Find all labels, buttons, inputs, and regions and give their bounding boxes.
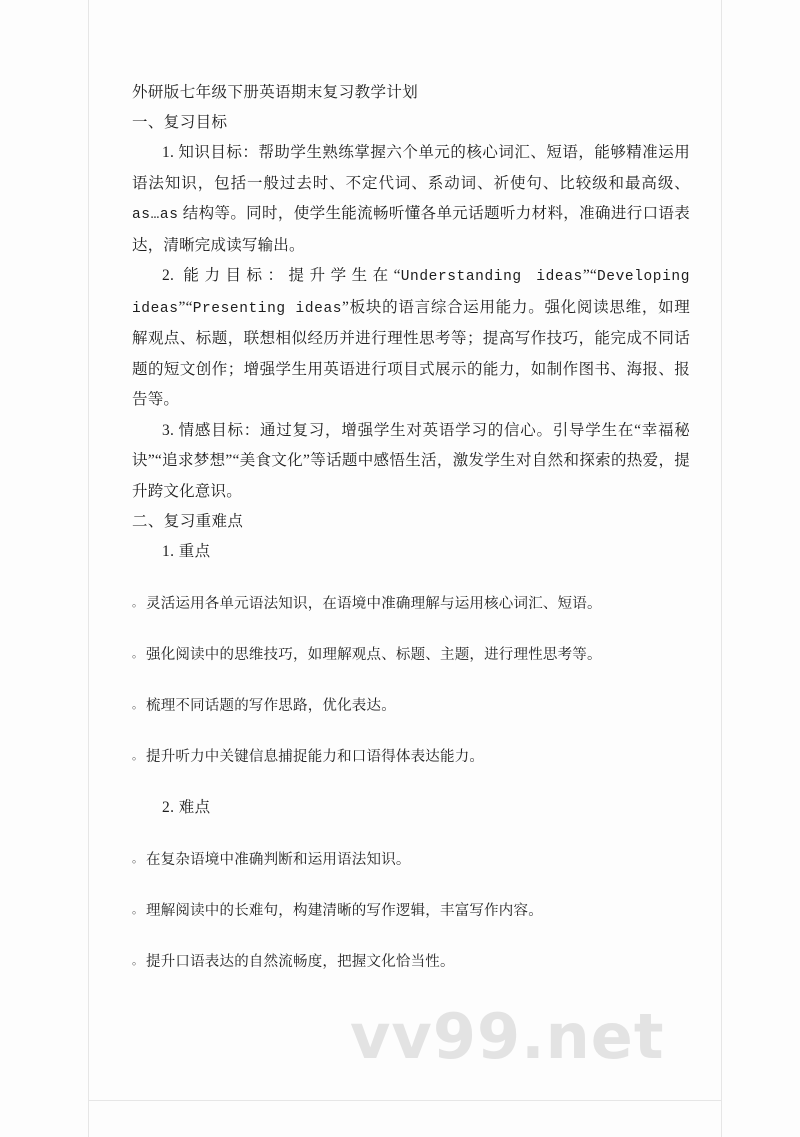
list-item-text: 提升口语表达的自然流畅度，把握文化恰当性。 <box>146 954 455 970</box>
list-item <box>132 640 690 669</box>
module-presenting-ideas: Presenting ideas <box>192 300 343 317</box>
list-item-text: 在复杂语境中准确判断和运用语法知识。 <box>146 852 411 868</box>
objective-ability-text-a: 提升学生在“ <box>288 267 401 284</box>
objective-emotion-text: 通过复习，增强学生对英语学习的信心。引导学生在“幸福秘诀”“追求梦想”“美食文化”等话题中感悟生活，激发学生对自然和探索的热爱，提升跨文化意识。 <box>132 421 690 500</box>
list-item <box>132 845 690 874</box>
objective-emotion-label: 3. 情感目标： <box>162 421 260 439</box>
page-border-right <box>721 0 722 1137</box>
bullet-icon: 。 <box>132 853 144 865</box>
list-item-text: 提升听力中关键信息捕捉能力和口语得体表达能力。 <box>146 749 485 765</box>
objective-knowledge-structure: as…as <box>132 207 179 223</box>
bullet-icon: 。 <box>132 750 144 762</box>
list-item-text: 梳理不同话题的写作思路，优化表达。 <box>146 698 396 714</box>
document-title: 外研版七年级下册英语期末复习教学计划 <box>132 84 419 101</box>
bullet-icon: 。 <box>132 648 144 660</box>
section-heading-2: 二、复习重难点 <box>132 513 244 530</box>
subheading-difficult-points: 2. 难点 <box>162 799 211 816</box>
list-item <box>132 947 690 976</box>
document-body <box>132 78 690 998</box>
objective-ability-label: 2. 能力目标： <box>162 267 289 284</box>
objective-emotion-paragraph <box>132 416 690 508</box>
bullet-icon: 。 <box>132 955 144 967</box>
list-item <box>132 691 690 720</box>
objective-knowledge-text-a: 帮助学生熟练掌握六个单元的核心词汇、短语，能够精准运用语法知识，包括一般过去时、不定代词、系动词、祈使句、比较级和最高级、 <box>132 144 690 192</box>
bullet-icon: 。 <box>132 597 144 609</box>
objective-ability-paragraph <box>132 261 690 416</box>
section-heading-1: 一、复习目标 <box>132 114 228 131</box>
list-item-text: 灵活运用各单元语法知识，在语境中准确理解与运用核心词汇、短语。 <box>146 596 602 612</box>
objective-knowledge-text-b: 结构等。同时，使学生能流畅听懂各单元话题听力材料，准确进行口语表达，清晰完成读写输出。 <box>132 205 690 254</box>
page-border-left <box>88 0 89 1137</box>
module-developing-ideas: Developing ideas <box>132 269 690 317</box>
list-item-text: 理解阅读中的长难句，构建清晰的写作逻辑，丰富写作内容。 <box>146 903 543 919</box>
objective-ability-text-b: ”“ <box>582 267 597 284</box>
list-item-text: 强化阅读中的思维技巧，如理解观点、标题、主题，进行理性思考等。 <box>146 647 602 663</box>
page-border-bottom <box>88 1100 722 1101</box>
list-item <box>132 742 690 771</box>
module-understanding-ideas: Understanding ideas <box>400 269 583 285</box>
objective-ability-text-d: ”板块的语言综合运用能力。强化阅读思维，如理解观点、标题，联想相似经历并进行理性思考等；提高写作技巧，能完成不同话题的短文创作；增强学生用英语进行项目式展示的能力，如制作图书、海报、报告等。 <box>132 298 690 408</box>
objective-knowledge-label: 1. 知识目标： <box>162 144 259 161</box>
bullet-icon: 。 <box>132 904 144 916</box>
objective-knowledge-paragraph <box>132 138 690 261</box>
subheading-key-points: 1. 重点 <box>162 543 211 560</box>
objective-ability-text-c: ”“ <box>178 298 193 316</box>
watermark: vv99.net <box>350 1000 665 1073</box>
list-item <box>132 589 690 618</box>
bullet-icon: 。 <box>132 699 144 711</box>
list-item <box>132 896 690 925</box>
